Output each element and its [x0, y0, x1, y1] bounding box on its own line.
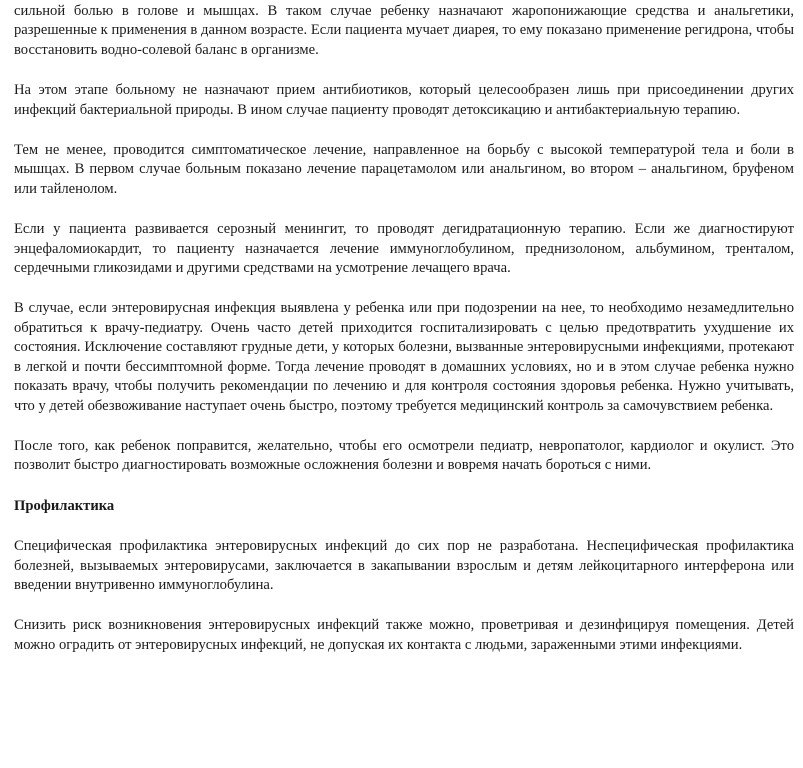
- paragraph-symptomatic-treatment: Тем не менее, проводится симптоматическое лечение, направленное на борьбу с высокой температурой тела и боли в мышцах. В первом случае больным показано лечение парацетамолом или анальгином, во втором – анальгином, бруфеном или тайленолом.: [14, 142, 794, 197]
- paragraph-meningitis: Если у пациента развивается серозный менингит, то проводят дегидратационную терапию. Если же диагностируют энцефаломиокардит, то пациенту назначается лечение иммуноглобулином, преднизолоном, альбумином, тренталом, сердечными гликозидами и другими средствами на усмотрение лечащего врача.: [14, 221, 794, 277]
- paragraph-prevention-specific: Специфическая профилактика энтеровирусных инфекций до сих пор не разработана. Неспецифическая профилактика болезней, вызываемых энтеровирусами, заключается в закапывании взрослым и детям лейкоцитарного интерферона или введении внутривенно иммуноглобулина.: [14, 538, 794, 593]
- paragraph-antibiotics: На этом этапе больному не назначают прием антибиотиков, который целесообразен лишь при присоединении других инфекций бактериальной природы. В ином случае пациенту проводят детоксикацию и антибактериальную терапию.: [14, 82, 794, 118]
- paragraph-prevention-general: Снизить риск возникновения энтеровирусных инфекций также можно, проветривая и дезинфицируя помещения. Детей можно оградить от энтеровирусных инфекций, не допуская их контакта с людьми, зараженными этими инфекциями.: [14, 617, 794, 653]
- section-heading: Профилактика: [14, 497, 115, 514]
- paragraph-treatment-symptoms: сильной болью в голове и мышцах. В таком случае ребенку назначают жаропонижающие средства и анальгетики, разрешенные к применения в данном возрасте. Если пациента мучает диарея, то ему показано применение регидрона, чтобы восстановить водно-солевой баланс в организме.: [14, 3, 794, 58]
- paragraph-recovery: После того, как ребенок поправится, желательно, чтобы его осмотрели педиатр, невропатолог, кардиолог и окулист. Это позволит быстро диагностировать возможные осложнения болезни и вовремя начать бороться с ними.: [14, 437, 794, 474]
- document-page: [14, 2, 794, 655]
- paragraph-child-infection: В случае, если энтеровирусная инфекция выявлена у ребенка или при подозрении на нее, то необходимо незамедлительно обратиться к врачу-педиатру. Очень часто детей приходится госпитализировать с целью предотвратить ухудшение их состояния. Исключение составляют грудные дети, у которых болезни, вызванные энтеровирусными инфекциями, протекают в легкой и почти бессимптомной форме. Тогда лечение проводят в домашних условиях, но и в этом случае ребенка нужно показать врачу, чтобы получить рекомендации по лечению и для контроля состояния здоровья ребенка. Нужно учитывать, что у детей обезвоживание наступает очень быстро, поэтому требуется медицинский контроль за самочувствием ребенка.: [14, 300, 794, 414]
